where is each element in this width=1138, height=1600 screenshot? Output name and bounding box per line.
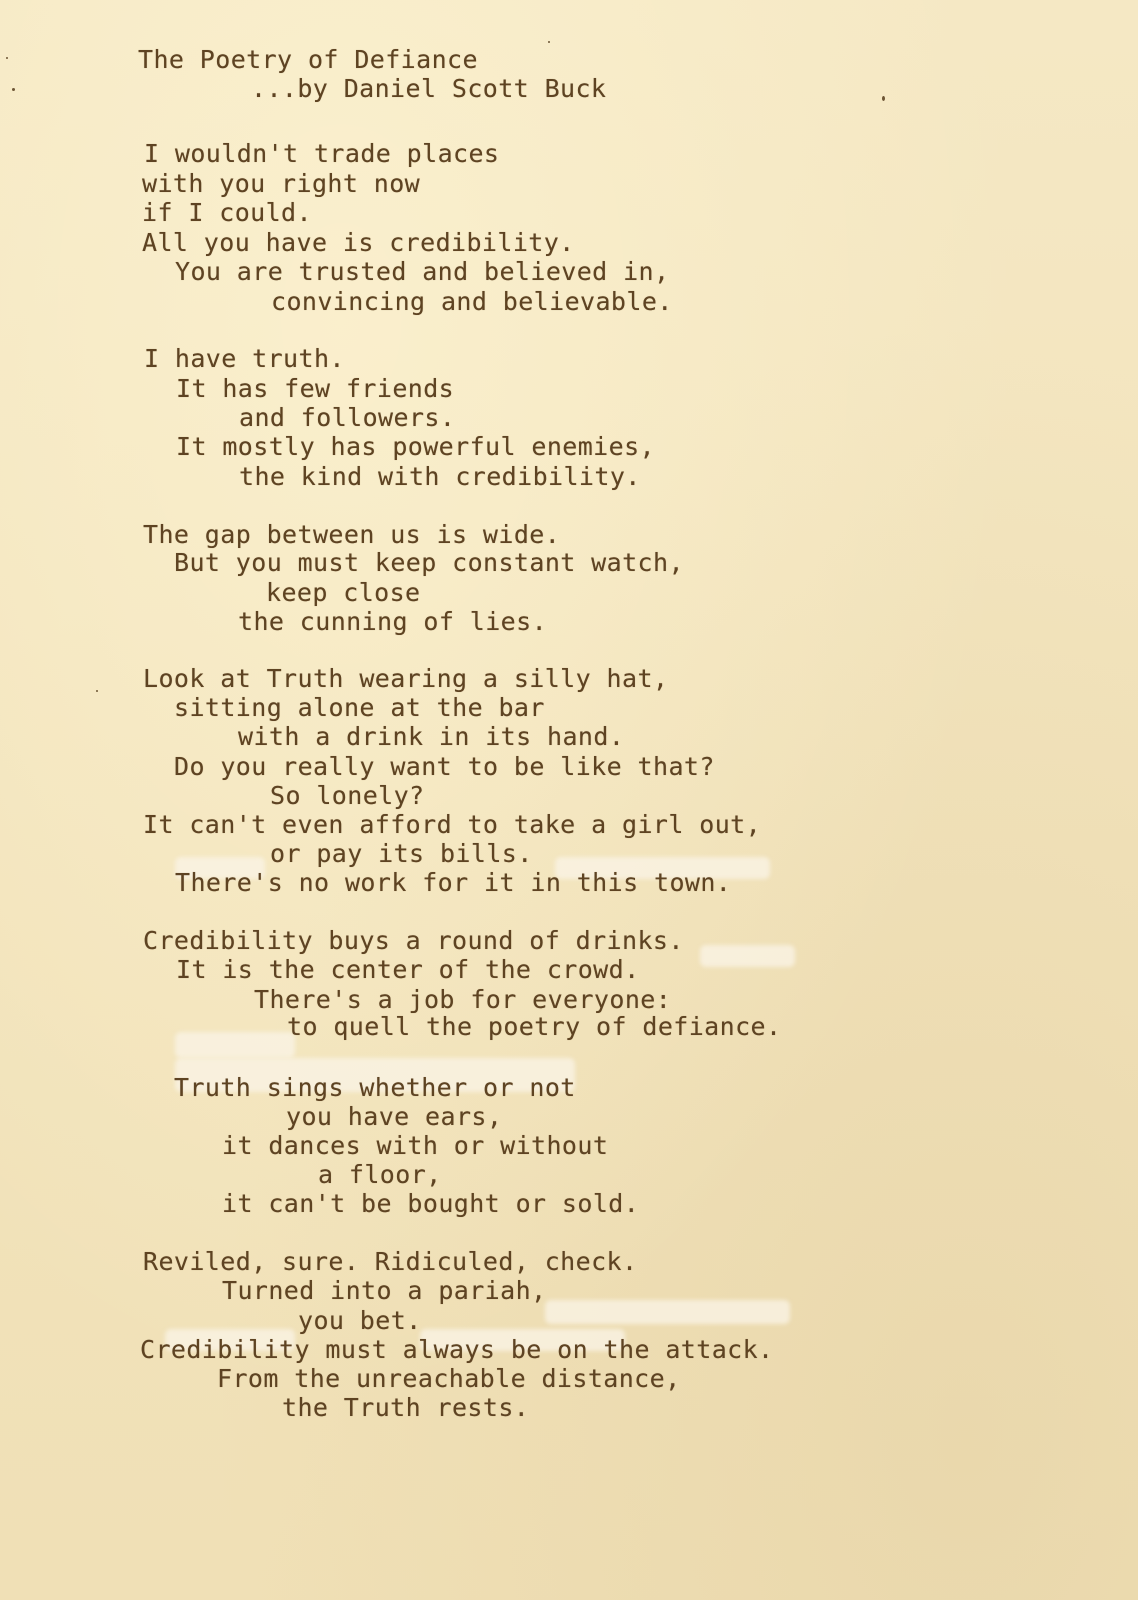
- poem-line: keep close: [266, 578, 421, 607]
- poem-line: I have truth.: [144, 344, 345, 373]
- poem-line: it can't be bought or sold.: [222, 1189, 640, 1218]
- poem-line: There's no work for it in this town.: [175, 868, 732, 897]
- poem-line: All you have is credibility.: [142, 228, 575, 257]
- paper-speck: [6, 57, 8, 59]
- poem-line: But you must keep constant watch,: [174, 548, 684, 577]
- poem-line: Truth sings whether or not: [174, 1073, 576, 1102]
- correction-fluid-mark: [545, 1300, 790, 1324]
- poem-line: Reviled, sure. Ridiculed, check.: [143, 1247, 638, 1276]
- poem-line: You are trusted and believed in,: [175, 257, 670, 286]
- poem-line: if I could.: [142, 198, 312, 227]
- poem-line: the cunning of lies.: [238, 607, 548, 636]
- paper-speck: [882, 96, 885, 101]
- poem-line: it dances with or without: [222, 1131, 609, 1160]
- poem-line: It mostly has powerful enemies,: [176, 432, 655, 461]
- paper-speck: [12, 88, 15, 91]
- poem-line: convincing and believable.: [271, 287, 673, 316]
- poem-line: sitting alone at the bar: [174, 693, 545, 722]
- poem-line: and followers.: [239, 403, 456, 432]
- poem-line: with a drink in its hand.: [238, 722, 625, 751]
- poem-line: Credibility must always be on the attack.: [140, 1335, 774, 1364]
- poem-line: with you right now: [142, 169, 421, 198]
- poem-line: you bet.: [298, 1306, 422, 1335]
- correction-fluid-mark: [700, 945, 795, 967]
- poem-line: I wouldn't trade places: [144, 139, 500, 168]
- poem-line: the Truth rests.: [282, 1393, 530, 1422]
- poem-line: From the unreachable distance,: [217, 1364, 681, 1393]
- poem-line: Look at Truth wearing a silly hat,: [143, 664, 669, 693]
- poem-line: It is the center of the crowd.: [176, 955, 640, 984]
- poem-line: So lonely?: [270, 781, 425, 810]
- poem-line: There's a job for everyone:: [254, 985, 672, 1014]
- poem-line: Do you really want to be like that?: [174, 752, 715, 781]
- poem-line: It has few friends: [176, 374, 455, 403]
- poem-line: or pay its bills.: [270, 839, 533, 868]
- poem-line: to quell the poetry of defiance.: [287, 1012, 782, 1041]
- poem-line: It can't even afford to take a girl out,: [143, 810, 762, 839]
- poem-line: The gap between us is wide.: [143, 520, 561, 549]
- poem-byline: ...by Daniel Scott Buck: [251, 74, 607, 103]
- poem-line: Credibility buys a round of drinks.: [143, 926, 684, 955]
- poem-title: The Poetry of Defiance: [138, 45, 478, 74]
- paper-speck: [96, 690, 98, 692]
- correction-fluid-mark: [175, 1032, 295, 1058]
- poem-line: a floor,: [318, 1160, 442, 1189]
- paper-speck: [548, 41, 550, 43]
- poem-line: Turned into a pariah,: [222, 1276, 547, 1305]
- poem-line: the kind with credibility.: [239, 462, 641, 491]
- poem-line: you have ears,: [286, 1102, 503, 1131]
